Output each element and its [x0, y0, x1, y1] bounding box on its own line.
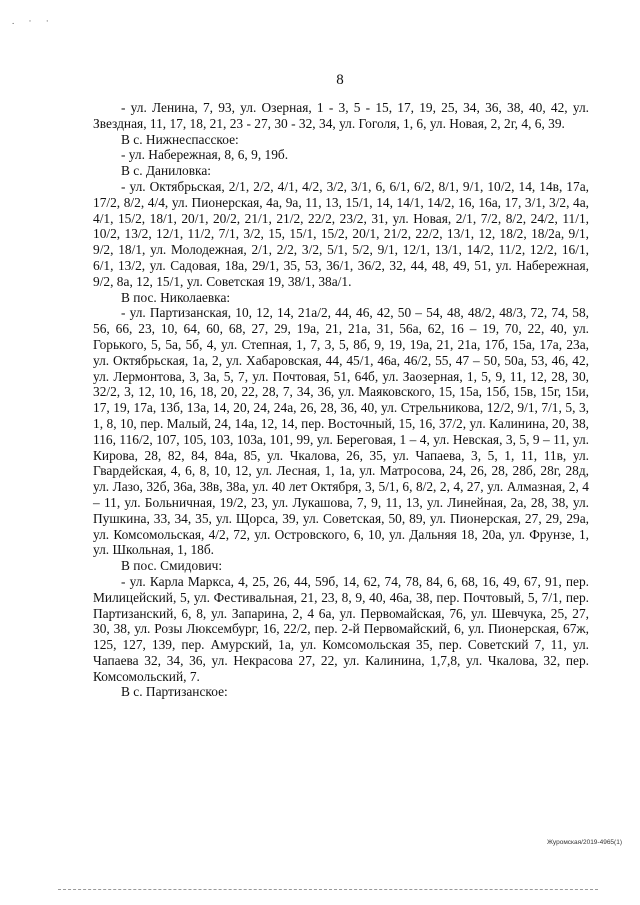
- locality-heading: В пос. Смидович:: [121, 558, 223, 574]
- footer-code: Журомская/2019-4965(1): [546, 839, 622, 846]
- locality-heading: В с. Нижнеспасское:: [121, 131, 239, 147]
- paragraph: - ул. Октябрьская, 2/1, 2/2, 4/1, 4/2, 3/2, 3/1, 6, 6/1, 6/2, 8/1, 9/1, 10/2, 14, 14в, 17а, 17/2, 8/2, 4/4, ул. Пионерская, 4а, 9а, 11, 13, 15/1, 14, 14/1, 14/2, 16, 16а, 17, 3/1, 3/2, 4а, 4/1, 15/2, 18/1, 20/1, 20/2, 21/1, 21/2, 22/2, 23/2, 31, ул. Новая, 2/1, 7/2, 8/2, 24/2, 11/1, 10/2, 13/2, 12/1, 11/2, 7/1, 3/2, 15, 15/1, 15/2, 20/1, 21/2, 22/2, 13/1, 12, 18/2, 18/2а, 9/1, 9/2, 18/1, ул. Молодежная, 2/1, 2/2, 3/2, 5/1, 5/2, 9/1, 12/1, 13/1, 14/2, 11/2, 12/2, 16/1, 6/1, 13/2, ул. Садовая, 18а, 29/1, 35, 53, 36/1, 36/2, 32, 44, 48, 49, 51, ул. Набережная, 9/2, 8а, 12, 15/1, ул. Советская 19, 38/1, 38а/1.: [93, 178, 589, 289]
- locality-heading: В пос. Николаевка:: [121, 289, 231, 305]
- bottom-divider: [58, 889, 598, 890]
- locality-heading: В с. Партизанское:: [121, 684, 228, 700]
- paragraph: - ул. Набережная, 8, 6, 9, 19б.: [121, 147, 289, 163]
- paragraph: - ул. Ленина, 7, 93, ул. Озерная, 1 - 3, 5 - 15, 17, 19, 25, 34, 36, 38, 40, 42, ул. Звездная, 11, 17, 18, 21, 23 - 27, 30 - 32, 34, ул. Гоголя, 1, 6, ул. Новая, 2, 2г, 4, 6, 39.: [93, 100, 589, 131]
- paragraph: - ул. Карла Маркса, 4, 25, 26, 44, 59б, 14, 62, 74, 78, 84, 6, 68, 16, 49, 67, 91, пер. Милицейский, 5, ул. Фестивальная, 21, 23, 8, 9, 40, 46а, 38, пер. Почтовый, 5, 7/1, пер. Партизанский, 6, 8, ул. Запарина, 2, 4 6а, ул. Первомайская, 76, ул. Шевчука, 25, 27, 30, 38, ул. Розы Люксембург, 16, 22/2, пер. 2-й Первомайский, 6, ул. Пионерская, 67ж, 125, 127, 139, пер. Амурский, 1а, ул. Комсомольская 35, пер. Советский 7, 11, ул. Чапаева 32, 34, 36, ул. Некрасова 27, 22, ул. Калинина, 1,7,8, ул. Чкалова, 32, пер. Комсомольский, 7.: [93, 573, 589, 684]
- locality-heading: В с. Даниловка:: [121, 163, 211, 179]
- scan-artifact: . · ·: [12, 16, 55, 26]
- document-body: [93, 100, 589, 700]
- paragraph: - ул. Партизанская, 10, 12, 14, 21а/2, 44, 46, 42, 50 – 54, 48, 48/2, 48/3, 72, 74, 58, 56, 66, 23, 10, 64, 60, 68, 27, 29, 19а, 21, 21а, 31, 56а, 62, 16 – 19, 70, 22, 40, ул. Горького, 5, 5а, 5б, 4, ул. Степная, 1, 7, 3, 5, 8б, 9, 19, 19а, 21, 21а, 17б, 15а, 17а, 23а, ул. Октябрьская, 1а, 2, ул. Хабаровская, 44, 45/1, 46а, 46/2, 55, 47 – 50, 50а, 53, 46, 42, ул. Лермонтова, 3, 3а, 5, 7, ул. Почтовая, 51, 64б, ул. Заозерная, 1, 5, 9, 11, 12, 28, 30, 32/2, 3, 12, 10, 16, 18, 20, 22, 28, 7, 34, 36, ул. Маяковского, 15, 15а, 15б, 15в, 15г, 15и, 17, 19, 17а, 13б, 13а, 14, 20, 24, 24а, 26, 28, 36, 40, ул. Стрельникова, 12/2, 9/1, 7/1, 5, 3, 1, 8, 10, пер. Малый, 24, 14а, 12, 14, пер. Восточный, 15, 16, 37/2, ул. Калинина, 20, 38, 116, 116/2, 107, 105, 103, 103а, 101, 99, ул. Береговая, 1 – 4, ул. Невская, 3, 5, 9 – 11, ул. Кирова, 28, 82, 84, 84а, 85, ул. Чкалова, 26, 35, ул. Чапаева, 3, 5, 1, 11, 11в, ул. Гвардейская, 4, 6, 8, 10, 12, ул. Лесная, 1, 1а, ул. Матросова, 24, 26, 28, 28б, 28г, 28д, ул. Лазо, 32б, 36а, 38в, 38а, ул. 40 лет Октября, 3, 5/1, 6, 8/2, 2, 4, 27, ул. Алмазная, 2, 4 – 11, ул. Больничная, 19/2, 23, ул. Лукашова, 7, 9, 11, 13, ул. Линейная, 2а, 28, 38, ул. Пушкина, 33, 34, 35, ул. Щорса, 39, ул. Советская, 50, 89, ул. Пионерская, 27, 29, 29а, ул. Комсомольская, 4/2, 72, ул. Островского, 6, 10, ул. Дальняя 18, 20а, ул. Фрунзе, 1, ул. Школьная, 1, 18б.: [93, 305, 589, 558]
- page-number: 8: [336, 72, 344, 88]
